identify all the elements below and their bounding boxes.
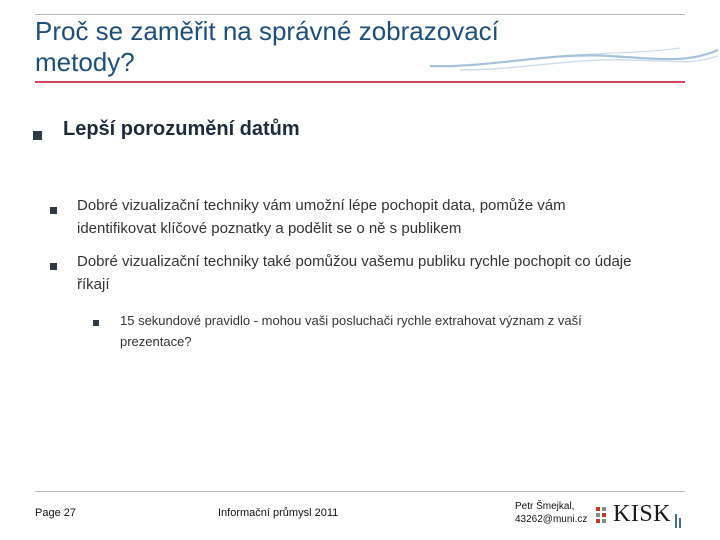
sub-bullet-line-1: 15 sekundové pravidlo - mohou vaši posluchači rychle extrahovat význam z vaší: [120, 313, 582, 328]
bullet-item-2-line-2: říkají: [77, 276, 110, 293]
bullet-item-2: [77, 250, 677, 296]
author-email: 43262@muni.cz: [515, 514, 588, 525]
footer-divider: [35, 491, 685, 492]
bullet-square-icon: [50, 263, 57, 270]
decorative-swoosh: [420, 40, 720, 80]
kisk-logo-icon: [595, 505, 611, 527]
logo-text: KISK: [613, 501, 672, 527]
logo-bars-icon: [675, 512, 683, 530]
slide-title-line-2: metody?: [35, 47, 135, 77]
slide-title-line-1: Proč se zaměřit na správné zobrazovací: [35, 16, 499, 46]
bullet-square-icon: [33, 131, 42, 140]
bullet-square-icon: [50, 207, 57, 214]
kisk-logo: [595, 502, 685, 532]
sub-bullet-line-2: prezentace?: [120, 334, 192, 349]
sub-bullet-item: [120, 310, 630, 352]
course-name: Informační průmysl 2011: [218, 507, 339, 519]
title-underline: [35, 81, 685, 83]
bullet-item-1-line-1: Dobré vizualizační techniky vám umožní lépe pochopit data, pomůže vám: [77, 197, 566, 214]
level1-heading: Lepší porozumění datům: [63, 118, 300, 140]
top-divider: [35, 14, 685, 15]
bullet-item-1: [77, 194, 677, 240]
author-info: [515, 500, 587, 526]
bullet-item-1-line-2: identifikovat klíčové poznatky a podělit se o ně s publikem: [77, 220, 462, 237]
author-name: Petr Šmejkal,: [515, 501, 575, 512]
page-number: Page 27: [35, 507, 76, 519]
bullet-item-2-line-1: Dobré vizualizační techniky také pomůžou vašemu publiku rychle pochopit co údaje: [77, 253, 632, 270]
bullet-square-icon: [93, 320, 99, 326]
